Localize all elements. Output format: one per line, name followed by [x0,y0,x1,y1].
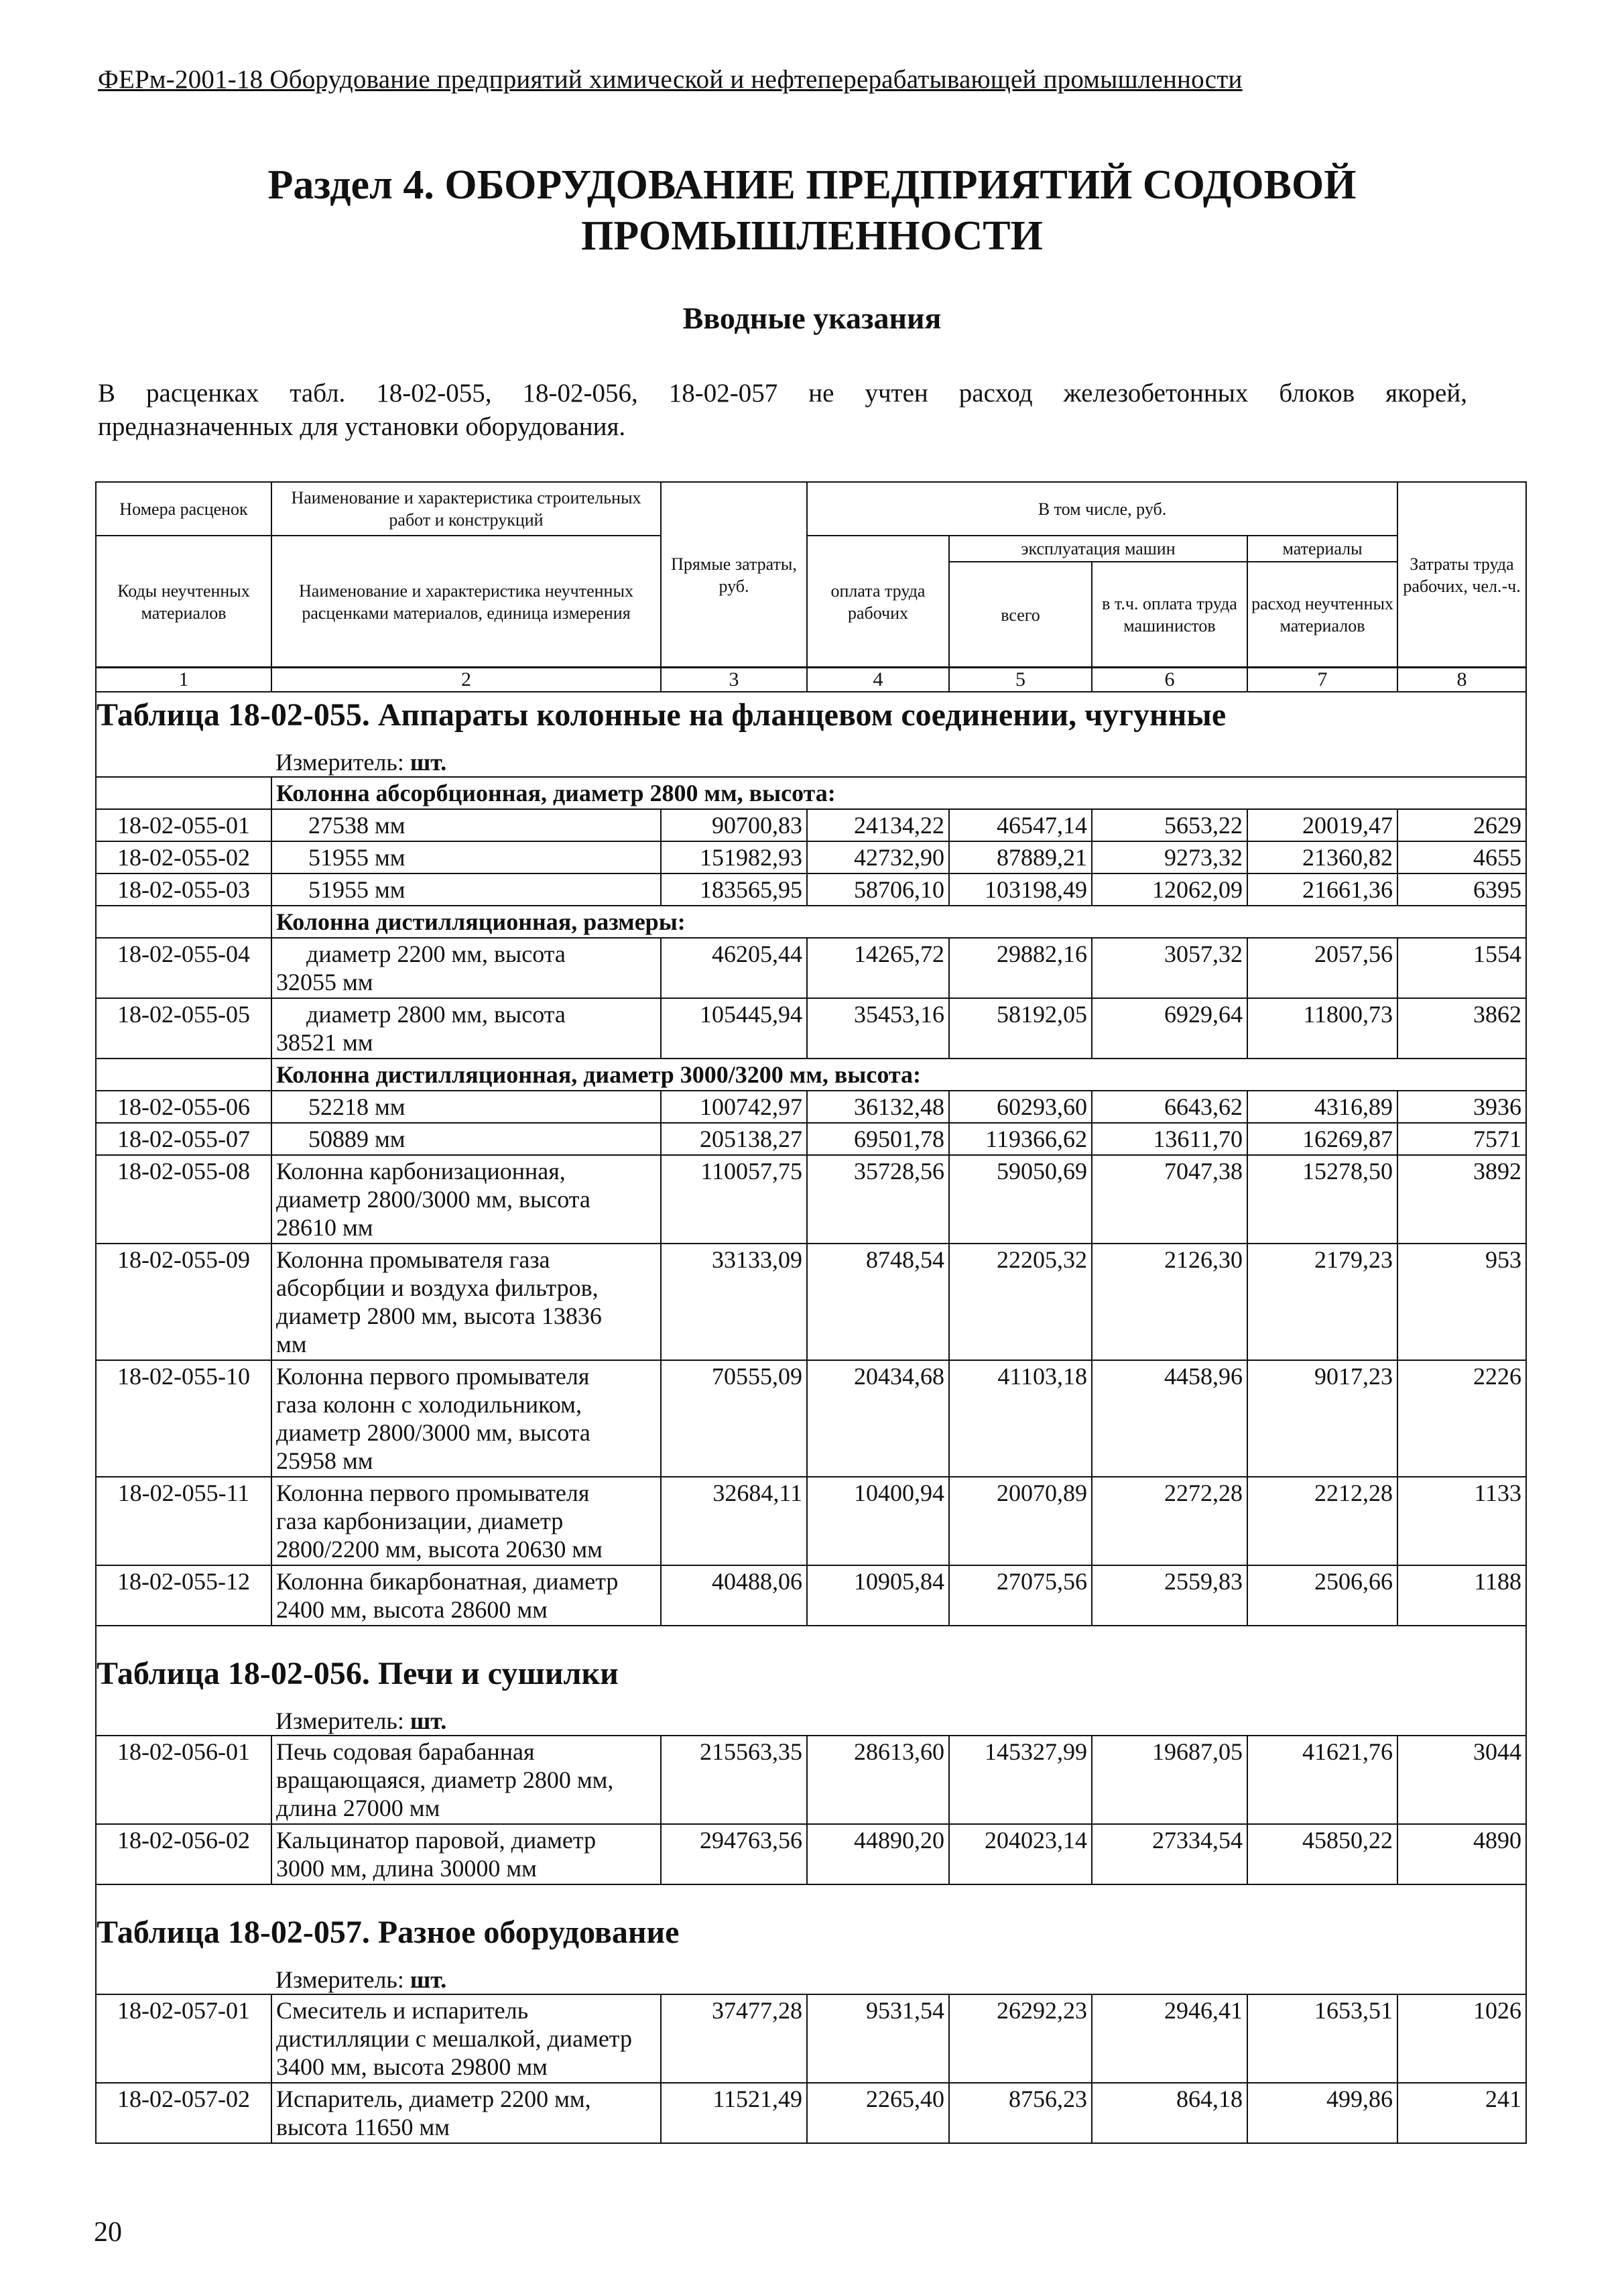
rate-code: 18-02-055-07 [96,1123,271,1155]
column-number: 2 [271,668,661,692]
material-consumption: 4316,89 [1247,1091,1397,1123]
table-title: Таблица 18-02-056. Печи и сушилки [96,1626,1526,1701]
rate-code: 18-02-055-02 [96,841,271,873]
material-consumption: 2057,56 [1247,938,1397,998]
group-row [96,1059,1526,1091]
machine-total: 145327,99 [949,1736,1092,1824]
group-row [96,906,1526,938]
section-title-line1: Раздел 4. ОБОРУДОВАНИЕ ПРЕДПРИЯТИЙ СОДОВОЙ [267,162,1357,208]
rate-name: 52218 мм [271,1091,661,1123]
rate-name: Колонна промывателя газа абсорбции и воздуха фильтров, диаметр 2800 мм, высота 13836 мм [271,1244,661,1360]
table-title-row [96,1626,1526,1701]
header-material-consumption: расход неучтенных материалов [1247,562,1397,668]
table-row [96,1091,1526,1123]
material-consumption: 21661,36 [1247,873,1397,906]
labor-costs: 7571 [1397,1123,1526,1155]
table-title-row [96,667,1526,743]
column-number: 4 [807,668,949,692]
rate-name: Смеситель и испаритель дистилляции с мешалкой, диаметр 3400 мм, высота 29800 мм [271,1994,661,2083]
operator-pay: 7047,38 [1092,1155,1247,1244]
measure-unit [271,743,1526,777]
operator-pay: 6643,62 [1092,1091,1247,1123]
labor-costs: 1188 [1397,1565,1526,1626]
header-rate-numbers: Номера расценок [96,482,271,536]
table-row [96,873,1526,906]
header-material-name: Наименование и характеристика неучтенных расценками материалов, единица измерения [271,536,661,668]
rate-name: 50889 мм [271,1123,661,1155]
worker-pay: 44890,20 [807,1824,949,1884]
rate-code: 18-02-055-12 [96,1565,271,1626]
machine-total: 22205,32 [949,1244,1092,1360]
operator-pay: 13611,70 [1092,1123,1247,1155]
machine-total: 103198,49 [949,873,1092,906]
direct-costs: 205138,27 [661,1123,807,1155]
labor-costs: 3044 [1397,1736,1526,1824]
operator-pay: 864,18 [1092,2083,1247,2143]
measure-unit-value: шт. [410,749,447,776]
direct-costs: 37477,28 [661,1994,807,2083]
measure-label: Измеритель: [275,749,404,776]
column-number: 1 [96,668,271,692]
rate-name: Печь содовая барабанная вращающаяся, диаметр 2800 мм, длина 27000 мм [271,1736,661,1824]
intro-text [98,377,1467,444]
measure-label: Измеритель: [275,1966,404,1993]
rate-code: 18-02-057-02 [96,2083,271,2143]
rate-code: 18-02-055-04 [96,938,271,998]
machine-total: 29882,16 [949,938,1092,998]
rate-name: Колонна первого промывателя газа колонн с холодильником, диаметр 2800/3000 мм, высота 25958 мм [271,1360,661,1477]
table-row [96,1244,1526,1360]
group-row [96,777,1526,809]
price-tables [95,666,1525,2144]
table-row [96,1360,1526,1477]
operator-pay: 2126,30 [1092,1244,1247,1360]
measure-unit-value: шт. [410,1966,447,1993]
worker-pay: 42732,90 [807,841,949,873]
machine-total: 60293,60 [949,1091,1092,1123]
direct-costs: 32684,11 [661,1477,807,1565]
labor-costs: 4655 [1397,841,1526,873]
table-row [96,1477,1526,1565]
rate-code: 18-02-055-08 [96,1155,271,1244]
measure-lead [96,743,271,777]
price-table [95,666,1527,2144]
measure-lead [96,1701,271,1736]
page-number: 20 [94,2217,122,2248]
group-lead [96,906,271,938]
direct-costs: 46205,44 [661,938,807,998]
material-consumption: 1653,51 [1247,1994,1397,2083]
column-number: 7 [1247,668,1397,692]
material-consumption: 499,86 [1247,2083,1397,2143]
table-row [96,2083,1526,2143]
labor-costs: 2226 [1397,1360,1526,1477]
header-including: В том числе, руб. [807,482,1397,536]
header-machine-total: всего [949,562,1092,668]
worker-pay: 10905,84 [807,1565,949,1626]
direct-costs: 110057,75 [661,1155,807,1244]
section-title-line2: ПРОМЫШЛЕННОСТИ [581,213,1043,259]
machine-total: 8756,23 [949,2083,1092,2143]
operator-pay: 2559,83 [1092,1565,1247,1626]
table-end [96,2143,1526,2144]
group-title: Колонна дистилляционная, размеры: [271,906,1526,938]
rate-name: диаметр 2800 мм, высота 38521 мм [271,998,661,1059]
worker-pay: 58706,10 [807,873,949,906]
table-row [96,1565,1526,1626]
machine-total: 20070,89 [949,1477,1092,1565]
labor-costs: 3936 [1397,1091,1526,1123]
group-title: Колонна абсорбционная, диаметр 2800 мм, высота: [271,777,1526,809]
worker-pay: 28613,60 [807,1736,949,1824]
labor-costs: 2629 [1397,809,1526,841]
labor-costs: 1133 [1397,1477,1526,1565]
rate-name: 51955 мм [271,873,661,906]
measure-unit [271,1960,1526,1994]
material-consumption: 11800,73 [1247,998,1397,1059]
measure-row [96,1960,1526,1994]
material-consumption: 16269,87 [1247,1123,1397,1155]
header-worker-pay: оплата труда рабочих [807,536,949,668]
rate-code: 18-02-055-05 [96,998,271,1059]
rate-code: 18-02-056-01 [96,1736,271,1824]
material-consumption: 20019,47 [1247,809,1397,841]
direct-costs: 105445,94 [661,998,807,1059]
group-lead [96,777,271,809]
operator-pay: 5653,22 [1092,809,1247,841]
running-header: ФЕРм-2001-18 Оборудование предприятий химической и нефтеперерабатывающей промышленности [98,65,1243,94]
machine-total: 41103,18 [949,1360,1092,1477]
measure-row [96,743,1526,777]
rate-name: 51955 мм [271,841,661,873]
operator-pay: 2946,41 [1092,1994,1247,2083]
column-number: 3 [661,668,807,692]
rate-code: 18-02-055-03 [96,873,271,906]
rate-name: диаметр 2200 мм, высота 32055 мм [271,938,661,998]
table-title: Таблица 18-02-055. Аппараты колонные на фланцевом соединении, чугунные [96,667,1526,743]
measure-label: Измеритель: [275,1707,404,1734]
direct-costs: 33133,09 [661,1244,807,1360]
table-row [96,809,1526,841]
labor-costs: 241 [1397,2083,1526,2143]
table-row [96,841,1526,873]
direct-costs: 100742,97 [661,1091,807,1123]
group-title: Колонна дистилляционная, диаметр 3000/3200 мм, высота: [271,1059,1526,1091]
rate-name: Колонна первого промывателя газа карбонизации, диаметр 2800/2200 мм, высота 20630 мм [271,1477,661,1565]
direct-costs: 40488,06 [661,1565,807,1626]
machine-total: 87889,21 [949,841,1092,873]
labor-costs: 3892 [1397,1155,1526,1244]
table-title: Таблица 18-02-057. Разное оборудование [96,1884,1526,1960]
machine-total: 58192,05 [949,998,1092,1059]
rate-code: 18-02-055-06 [96,1091,271,1123]
operator-pay: 12062,09 [1092,873,1247,906]
group-lead [96,1059,271,1091]
table-row [96,998,1526,1059]
intro-heading: Вводные указания [682,301,942,335]
direct-costs: 151982,93 [661,841,807,873]
header-direct-costs: Прямые затраты, руб. [661,482,807,668]
measure-unit [271,1701,1526,1736]
table-row [96,1736,1526,1824]
operator-pay: 19687,05 [1092,1736,1247,1824]
table-row [96,1824,1526,1884]
direct-costs: 11521,49 [661,2083,807,2143]
header-materials: материалы [1247,536,1397,562]
machine-total: 204023,14 [949,1824,1092,1884]
measure-lead [96,1960,271,1994]
table-title-row [96,1884,1526,1960]
operator-pay: 3057,32 [1092,938,1247,998]
worker-pay: 35453,16 [807,998,949,1059]
material-consumption: 2179,23 [1247,1244,1397,1360]
labor-costs: 1026 [1397,1994,1526,2083]
rate-code: 18-02-055-11 [96,1477,271,1565]
table-row [96,1155,1526,1244]
worker-pay: 20434,68 [807,1360,949,1477]
operator-pay: 6929,64 [1092,998,1247,1059]
machine-total: 27075,56 [949,1565,1092,1626]
worker-pay: 9531,54 [807,1994,949,2083]
worker-pay: 8748,54 [807,1244,949,1360]
rate-code: 18-02-055-10 [96,1360,271,1477]
operator-pay: 4458,96 [1092,1360,1247,1477]
direct-costs: 294763,56 [661,1824,807,1884]
rate-name: Испаритель, диаметр 2200 мм, высота 11650 мм [271,2083,661,2143]
labor-costs: 6395 [1397,873,1526,906]
direct-costs: 90700,83 [661,809,807,841]
rate-name: Колонна карбонизационная, диаметр 2800/3000 мм, высота 28610 мм [271,1155,661,1244]
rate-name: Колонна бикарбонатная, диаметр 2400 мм, высота 28600 мм [271,1565,661,1626]
table-end-line [96,2143,1526,2144]
column-number: 6 [1092,668,1247,692]
table-row [96,1123,1526,1155]
worker-pay: 35728,56 [807,1155,949,1244]
machine-total: 59050,69 [949,1155,1092,1244]
labor-costs: 3862 [1397,998,1526,1059]
column-number: 8 [1397,668,1526,692]
rate-code: 18-02-057-01 [96,1994,271,2083]
worker-pay: 2265,40 [807,2083,949,2143]
machine-total: 26292,23 [949,1994,1092,2083]
rate-code: 18-02-055-01 [96,809,271,841]
direct-costs: 215563,35 [661,1736,807,1824]
direct-costs: 183565,95 [661,873,807,906]
operator-pay: 9273,32 [1092,841,1247,873]
rate-name: Кальцинатор паровой, диаметр 3000 мм, длина 30000 мм [271,1824,661,1884]
material-consumption: 41621,76 [1247,1736,1397,1824]
rate-name: 27538 мм [271,809,661,841]
table-row [96,1994,1526,2083]
column-header-table [95,481,1527,692]
operator-pay: 2272,28 [1092,1477,1247,1565]
worker-pay: 69501,78 [807,1123,949,1155]
header-material-codes: Коды неучтенных материалов [96,536,271,668]
material-consumption: 45850,22 [1247,1824,1397,1884]
labor-costs: 1554 [1397,938,1526,998]
header-work-name: Наименование и характеристика строительных работ и конструкций [271,482,661,536]
header-labor-costs: Затраты труда рабочих, чел.-ч. [1397,482,1526,668]
material-consumption: 2212,28 [1247,1477,1397,1565]
measure-row [96,1701,1526,1736]
labor-costs: 953 [1397,1244,1526,1360]
section-title [0,160,1624,261]
operator-pay: 27334,54 [1092,1824,1247,1884]
material-consumption: 15278,50 [1247,1155,1397,1244]
worker-pay: 24134,22 [807,809,949,841]
intro-line2: предназначенных для установки оборудования. [98,412,626,441]
intro-line1: В расценках табл. 18-02-055, 18-02-056, 18-02-057 не учтен расход железобетонных блоков якорей, [98,379,1467,408]
machine-total: 46547,14 [949,809,1092,841]
material-consumption: 21360,82 [1247,841,1397,873]
labor-costs: 4890 [1397,1824,1526,1884]
table-row [96,938,1526,998]
worker-pay: 36132,48 [807,1091,949,1123]
direct-costs: 70555,09 [661,1360,807,1477]
worker-pay: 10400,94 [807,1477,949,1565]
column-number: 5 [949,668,1092,692]
machine-total: 119366,62 [949,1123,1092,1155]
header-operator-pay: в т.ч. оплата труда машинистов [1092,562,1247,668]
rate-code: 18-02-056-02 [96,1824,271,1884]
rate-code: 18-02-055-09 [96,1244,271,1360]
material-consumption: 2506,66 [1247,1565,1397,1626]
header-machine-operation: эксплуатация машин [949,536,1247,562]
worker-pay: 14265,72 [807,938,949,998]
measure-unit-value: шт. [410,1707,447,1734]
material-consumption: 9017,23 [1247,1360,1397,1477]
